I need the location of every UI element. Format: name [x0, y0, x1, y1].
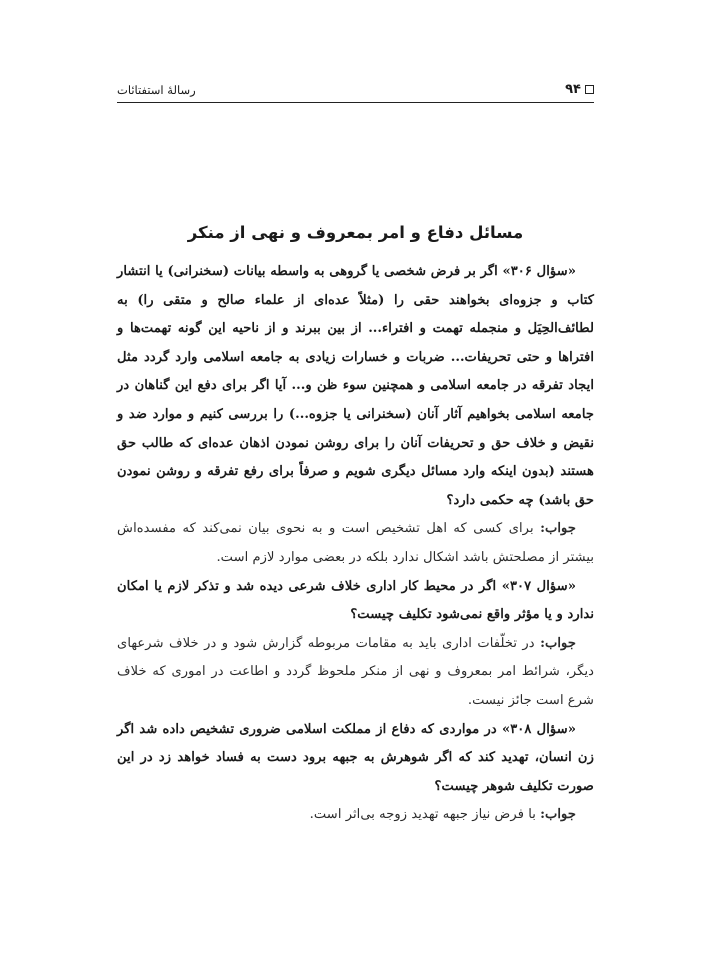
section-title: مسائل دفاع و امر بمعروف و نهی از منکر — [187, 223, 524, 242]
question-number: «سؤال ۳۰۷» — [501, 578, 576, 594]
answer-text: در تخلّفات اداری باید به مقامات مربوطه گزارش شود و در خلاف شرعهای دیگر، شرائط امر بمعروف و نهی از منکر ملحوظ گردد و اطاعت در اموری که خلاف شرع است جائز نیست. — [117, 635, 594, 708]
square-bullet-icon — [585, 85, 594, 94]
answer-label: جواب: — [540, 635, 576, 651]
page-number: ۹۴ — [565, 82, 581, 97]
question-paragraph — [117, 258, 594, 515]
page-number-block — [565, 82, 594, 97]
answer-text: برای کسی که اهل تشخیص است و به نحوی بیان نمی‌کند که مفسده‌اش بیشتر از مصلحتش باشد اشکال ندارد بلکه در بعضی موارد لازم است. — [117, 521, 594, 565]
answer-label: جواب: — [540, 521, 576, 537]
question-text: اگر بر فرض شخصی یا گروهی به واسطه بیانات (سخنرانی) یا انتشار کتاب و جزوه‌ای بخواهند حقی را (مثلاً عده‌ای از علماء صالح و متقی را) به لطائف‌الحِیَل و منجمله تهمت و افتراء... از بین ببرند و از ناحیه این گونه تهمت‌ها و افتراها و حتی تحریفات... ضربات و خسارات زیادی به جامعه اسلامی وارد گردد مثل ایجاد تفرقه در جامعه اسلامی و همچنین سوء ظن و... آیا اگر برای دفع این گناهان در جامعه اسلامی بخواهیم آثار آنان (سخنرانی یا جزوه...) را بررسی کنیم و موارد ضد و نقیض و خلاف حق و تحریفات آنان را برای روشن نمودن اذهان عده‌ای که طالب حق هستند (بدون اینکه وارد مسائل دیگری شویم و صرفاً برای رفع تفرقه و روشن نمودن حق باشد) چه حکمی دارد؟ — [117, 264, 594, 508]
question-text: اگر در محیط کار اداری خلاف شرعی دیده شد و تذکر لازم یا امکان ندارد و یا مؤثر واقع نمی‌شود تکلیف چیست؟ — [117, 578, 594, 623]
question-number: «سؤال ۳۰۸» — [501, 721, 576, 737]
answer-label: جواب: — [540, 807, 576, 823]
running-header — [117, 80, 594, 103]
answer-text: با فرض نیاز جبهه تهدید زوجه بی‌اثر است. — [309, 807, 541, 823]
answer-paragraph — [117, 630, 594, 716]
question-text: در مواردی که دفاع از مملکت اسلامی ضروری تشخیص داده شد اگر زن انسان، تهدید کند که اگر شوهرش به جبهه برود دست به فساد خواهد زد در این صورت تکلیف شوهر چیست؟ — [117, 721, 594, 794]
question-paragraph — [117, 716, 594, 802]
question-number: «سؤال ۳۰۶» — [502, 264, 576, 279]
book-title: رسالهٔ استفتائات — [117, 83, 196, 97]
answer-paragraph — [117, 801, 594, 830]
answer-paragraph — [117, 515, 594, 572]
page-body — [117, 220, 594, 830]
question-paragraph — [117, 573, 594, 630]
